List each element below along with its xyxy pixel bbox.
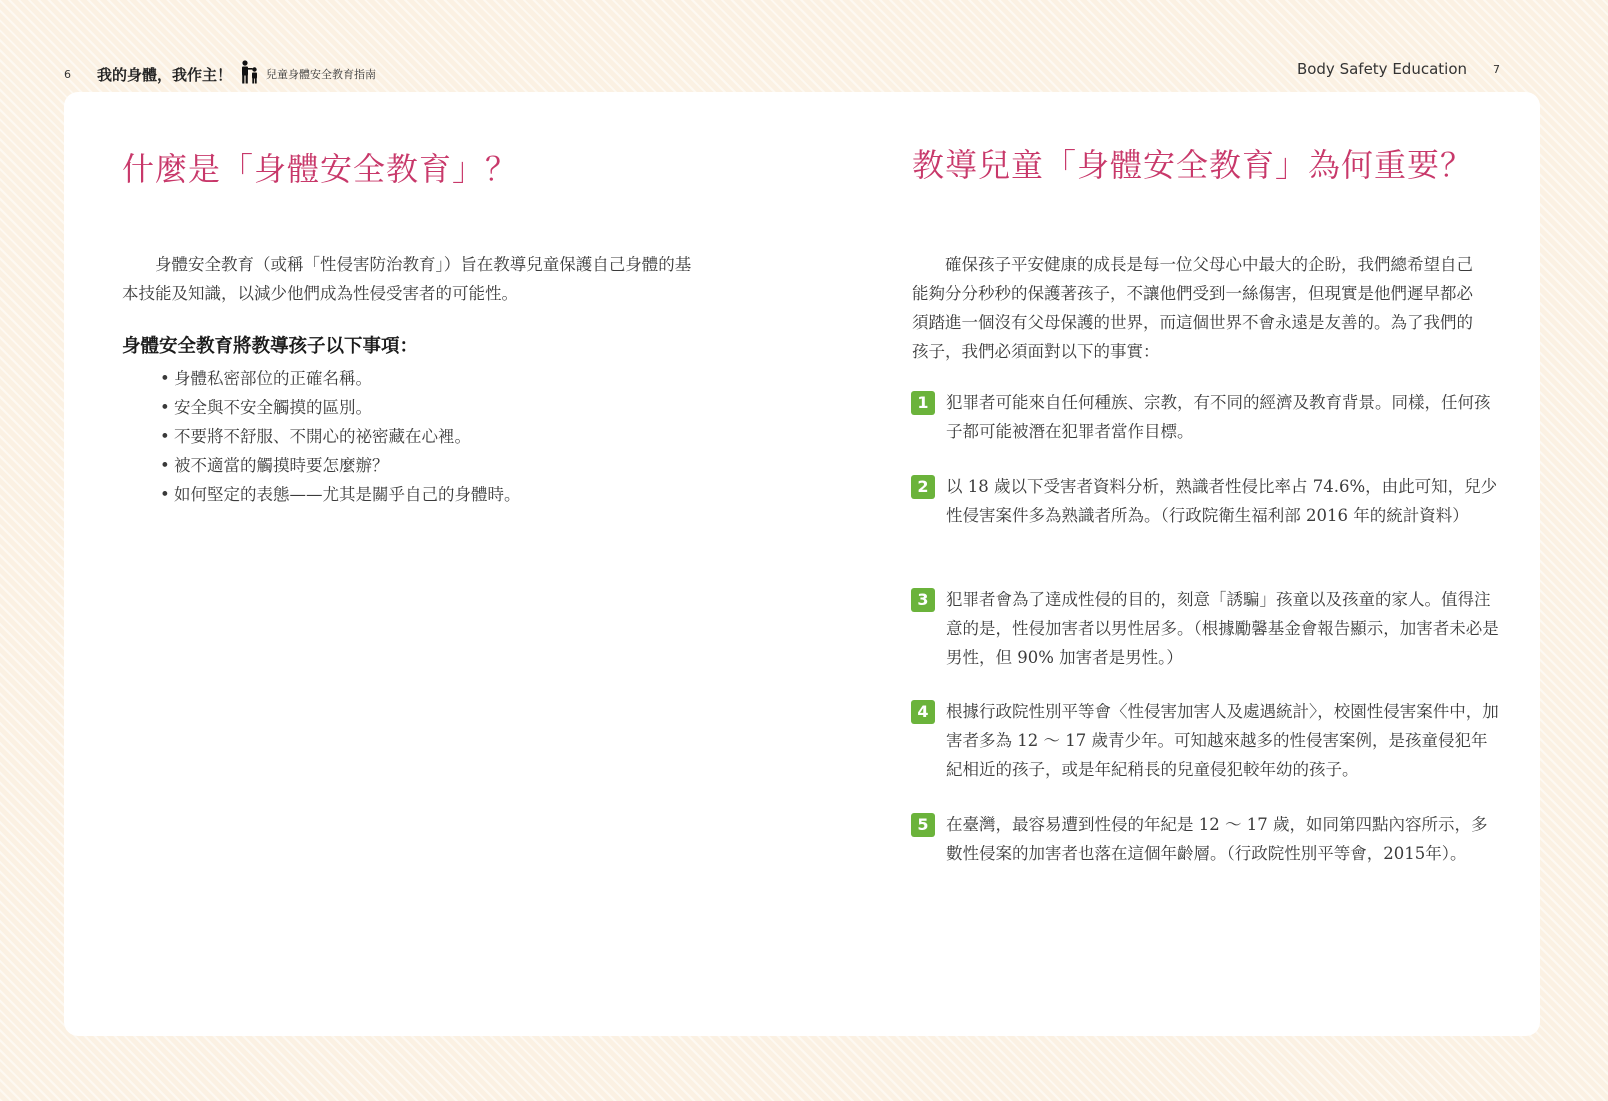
- list-item-text: 不要將不舒服、不開心的祕密藏在心裡。: [174, 427, 471, 446]
- list-item: [160, 393, 521, 422]
- bullet-icon: •: [160, 369, 170, 388]
- book-title: 我的身體，我作主！: [97, 65, 233, 84]
- number-badge: 3: [911, 588, 935, 612]
- right-intro-paragraph: [912, 250, 1482, 366]
- left-page-title: 什麼是「身體安全教育」？: [122, 150, 519, 188]
- list-item: [160, 451, 521, 480]
- list-item: [160, 422, 521, 451]
- right-page-title: 教導兒童「身體安全教育」為何重要？: [912, 146, 1474, 184]
- content-sheet: [64, 92, 1540, 1036]
- number-badge: 1: [911, 391, 935, 415]
- fact-item-5: [911, 810, 1507, 868]
- left-page-number: 6: [64, 67, 71, 81]
- left-intro-paragraph: [122, 250, 692, 308]
- fact-text: 以 18 歲以下受害者資料分析，熟識者性侵比率占 74.6%，由此可知，兒少性侵害案件多為熟識者所為。（行政院衛生福利部 2016 年的統計資料）: [946, 477, 1498, 525]
- fact-item-2: [911, 472, 1507, 530]
- family-icon: [240, 60, 260, 88]
- left-subheading: 身體安全教育將教導孩子以下事項：: [122, 336, 419, 357]
- right-intro-text: 確保孩子平安健康的成長是每一位父母心中最大的企盼，我們總希望自己能夠分分秒秒的保護著孩子，不讓他們受到一絲傷害，但現實是他們遲早都必須踏進一個沒有父母保護的世界，而這個世界不會永遠是友善的。為了我們的孩子，我們必須面對以下的事實：: [912, 255, 1473, 361]
- topics-list: [160, 364, 521, 509]
- left-intro-text: 身體安全教育（或稱「性侵害防治教育」）旨在教導兒童保護自己身體的基本技能及知識，以減少他們成為性侵受害者的可能性。: [122, 255, 692, 303]
- number-badge: 4: [911, 700, 935, 724]
- bullet-icon: •: [160, 398, 170, 417]
- bullet-icon: •: [160, 456, 170, 475]
- series-title: 兒童身體安全教育指南: [266, 68, 377, 81]
- list-item-text: 如何堅定的表態——尤其是關乎自己的身體時。: [174, 485, 521, 504]
- list-item-text: 身體私密部位的正確名稱。: [174, 369, 372, 388]
- fact-text: 犯罪者會為了達成性侵的目的，刻意「誘騙」孩童以及孩童的家人。值得注意的是，性侵加害者以男性居多。（根據勵馨基金會報告顯示，加害者未必是男性，但 90% 加害者是男性。）: [946, 590, 1499, 667]
- list-item: [160, 480, 521, 509]
- header-right: [1297, 60, 1500, 78]
- fact-item-4: [911, 697, 1507, 784]
- bullet-icon: •: [160, 427, 170, 446]
- fact-text: 根據行政院性別平等會〈性侵害加害人及處遇統計〉，校園性侵害案件中，加害者多為 12 ～ 17 歲青少年。可知越來越多的性侵害案例，是孩童侵犯年紀相近的孩子，或是年紀稍長的兒童侵犯較年幼的孩子。: [946, 702, 1499, 779]
- number-badge: 2: [911, 475, 935, 499]
- list-item: [160, 364, 521, 393]
- bullet-icon: •: [160, 485, 170, 504]
- fact-text: 在臺灣，最容易遭到性侵的年紀是 12 ～ 17 歲，如同第四點內容所示，多數性侵案的加害者也落在這個年齡層。（行政院性別平等會，2015年）。: [946, 815, 1488, 863]
- list-item-text: 安全與不安全觸摸的區別。: [174, 398, 372, 417]
- fact-item-1: [911, 388, 1507, 446]
- fact-item-3: [911, 585, 1507, 672]
- header-left: [64, 60, 376, 88]
- list-item-text: 被不適當的觸摸時要怎麼辦？: [174, 456, 389, 475]
- english-title: Body Safety Education: [1296, 60, 1467, 78]
- fact-text: 犯罪者可能來自任何種族、宗教，有不同的經濟及教育背景。同樣，任何孩子都可能被潛在犯罪者當作目標。: [946, 393, 1491, 441]
- right-page-number: 7: [1493, 62, 1500, 76]
- number-badge: 5: [911, 813, 935, 837]
